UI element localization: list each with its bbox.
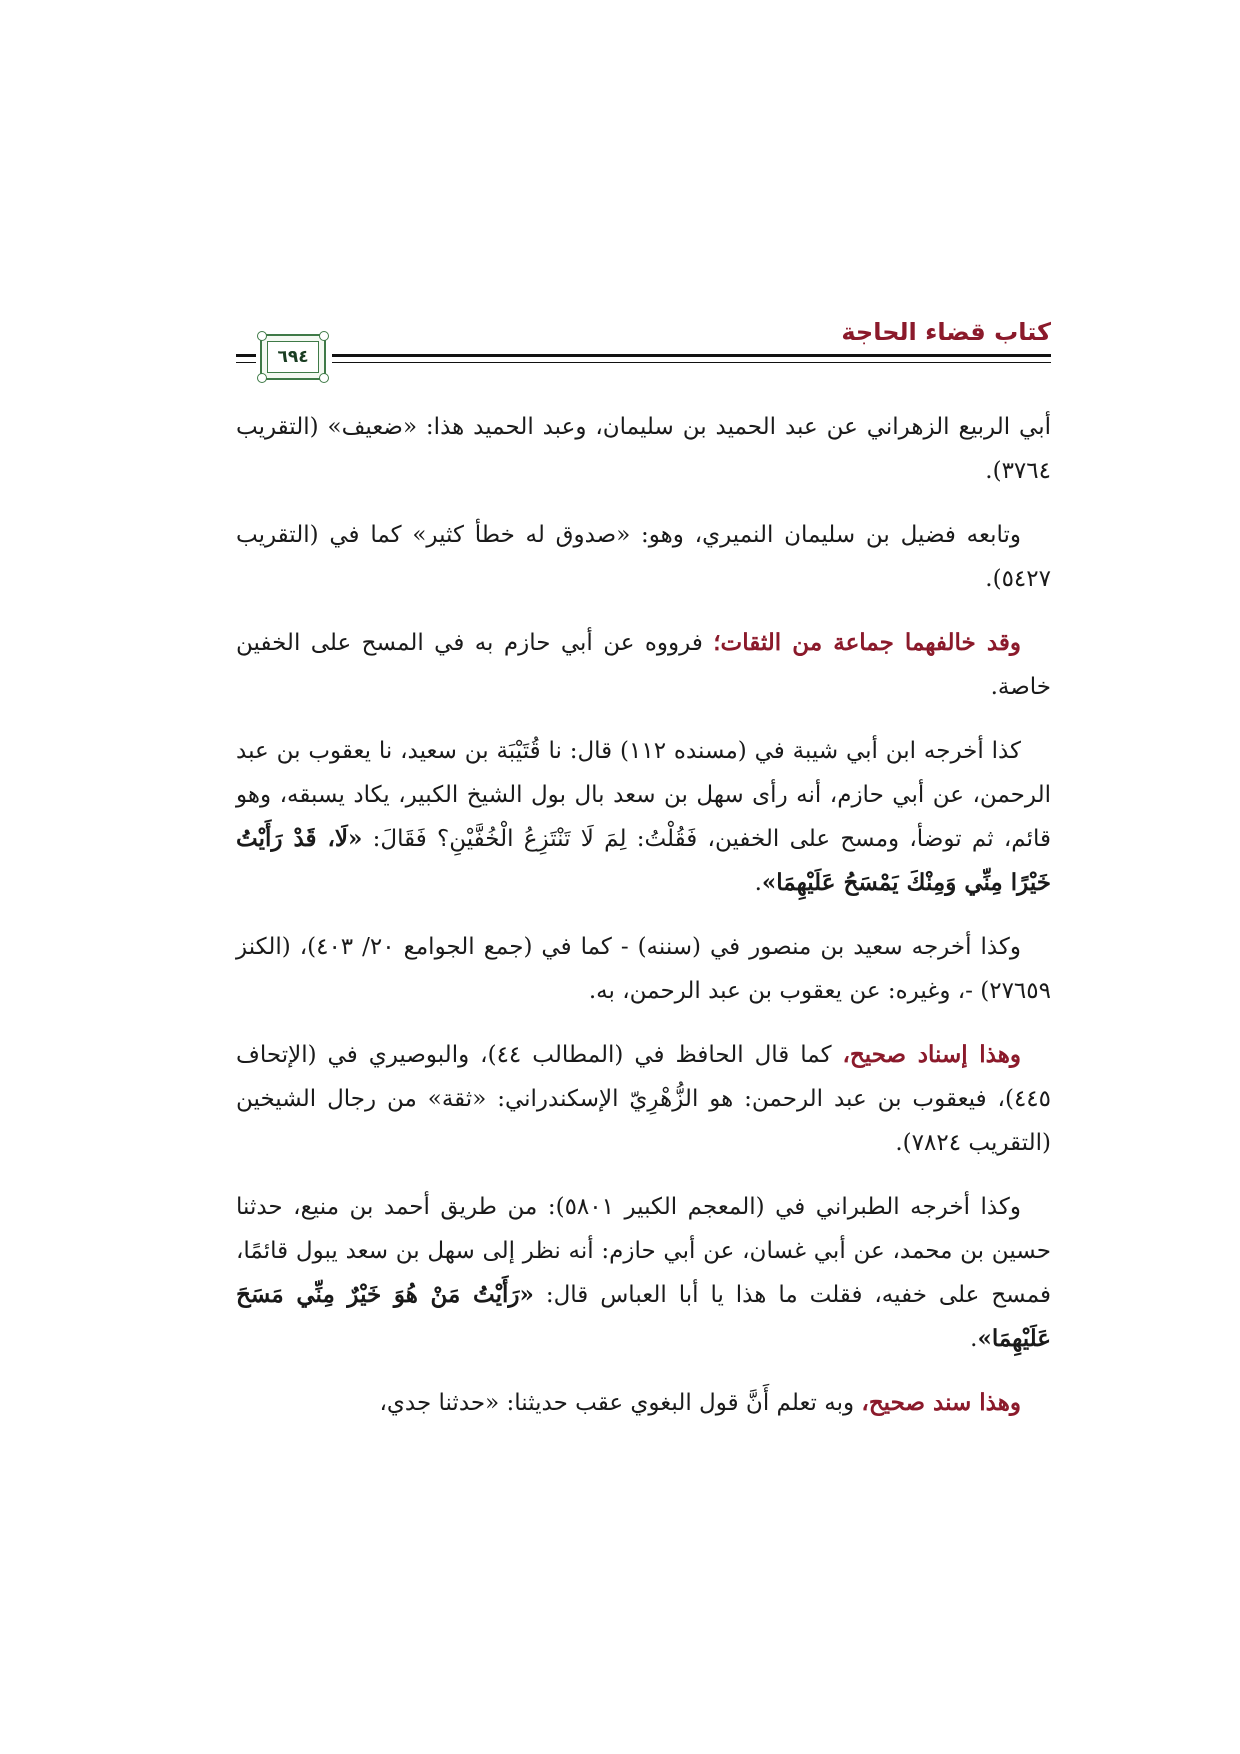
ornament-icon bbox=[257, 373, 267, 383]
ornament-icon bbox=[319, 331, 329, 341]
page-body bbox=[236, 405, 1051, 1445]
paragraph-text: وبه تعلم أَنَّ قول البغوي عقب حديثنا: «حدثنا جدي، bbox=[379, 1390, 862, 1416]
ornament-icon bbox=[319, 373, 329, 383]
paragraph bbox=[236, 513, 1051, 601]
paragraph-text: . bbox=[754, 870, 762, 896]
highlighted-ruling: وهذا إسناد صحيح، bbox=[842, 1041, 1021, 1068]
page-number-badge bbox=[260, 334, 326, 380]
page-header bbox=[236, 318, 1051, 388]
book-title: كتاب قضاء الحاجة bbox=[841, 318, 1051, 346]
paragraph-text: كذا أخرجه ابن أبي شيبة في (مسنده ١١٢) قال: نا قُتَيْبَة بن سعيد، نا يعقوب بن عبد الرحمن، عن أبي حازم، أنه رأى سهل بن سعد بال بول الشيخ الكبير، يكاد يسبقه، وهو قائم، ثم توضأ، ومسح على الخفين، فَقُلْتُ: لِمَ لَا تَنْتَزِعُ الْخُفَّيْنِ؟ فَقَالَ: bbox=[236, 738, 1051, 852]
header-rule-left-thin bbox=[236, 362, 256, 363]
paragraph bbox=[236, 621, 1051, 709]
highlighted-ruling: وهذا سند صحيح، bbox=[861, 1389, 1021, 1416]
header-rule-thin bbox=[332, 362, 1051, 363]
page-number: ٦٩٤ bbox=[267, 341, 319, 373]
paragraph-text: فرووه عن أبي حازم به في المسح على الخفين خاصة. bbox=[236, 630, 1051, 700]
paragraph-text: . bbox=[970, 1326, 978, 1352]
paragraph bbox=[236, 1381, 1051, 1425]
paragraph-text: أبي الربيع الزهراني عن عبد الحميد بن سليمان، وعبد الحميد هذا: «ضعيف» (التقريب ٣٧٦٤). bbox=[236, 414, 1051, 484]
paragraph-text: وكذا أخرجه سعيد بن منصور في (سننه) - كما في (جمع الجوامع ٢٠/ ٤٠٣)، (الكنز ٢٧٦٥٩) -، وغيره: عن يعقوب بن عبد الرحمن، به. bbox=[236, 934, 1051, 1004]
hadith-quote: «لَا، قَدْ رَأَيْتُ خَيْرًا مِنِّي وَمِنْكَ يَمْسَحُ عَلَيْهِمَا» bbox=[236, 825, 1051, 896]
paragraph-text: وتابعه فضيل بن سليمان النميري، وهو: «صدوق له خطأ كثير» كما في (التقريب ٥٤٢٧). bbox=[236, 522, 1051, 592]
header-rule-left-thick bbox=[236, 354, 256, 357]
paragraph bbox=[236, 729, 1051, 905]
hadith-quote: «رَأَيْتُ مَنْ هُوَ خَيْرٌ مِنِّي مَسَحَ عَلَيْهِمَا» bbox=[236, 1281, 1051, 1352]
paragraph-text: كما قال الحافظ في (المطالب ٤٤)، والبوصيري في (الإتحاف ٤٤٥)، فيعقوب بن عبد الرحمن: هو الزُّهْرِيّ الإسكندراني: «ثقة» من رجال الشيخين (التقريب ٧٨٢٤). bbox=[236, 1042, 1051, 1156]
paragraph bbox=[236, 925, 1051, 1013]
paragraph-text: وكذا أخرجه الطبراني في (المعجم الكبير ٥٨٠١): من طريق أحمد بن منيع، حدثنا حسين بن محمد، عن أبي غسان، عن أبي حازم: أنه نظر إلى سهل بن سعد يبول قائمًا، فمسح على خفيه، فقلت ما هذا يا أبا العباس قال: bbox=[236, 1194, 1051, 1308]
ornament-icon bbox=[257, 331, 267, 341]
paragraph bbox=[236, 1185, 1051, 1361]
paragraph bbox=[236, 1033, 1051, 1165]
highlighted-ruling: وقد خالفهما جماعة من الثقات؛ bbox=[713, 629, 1021, 656]
header-rule-thick bbox=[332, 354, 1051, 357]
paragraph bbox=[236, 405, 1051, 493]
